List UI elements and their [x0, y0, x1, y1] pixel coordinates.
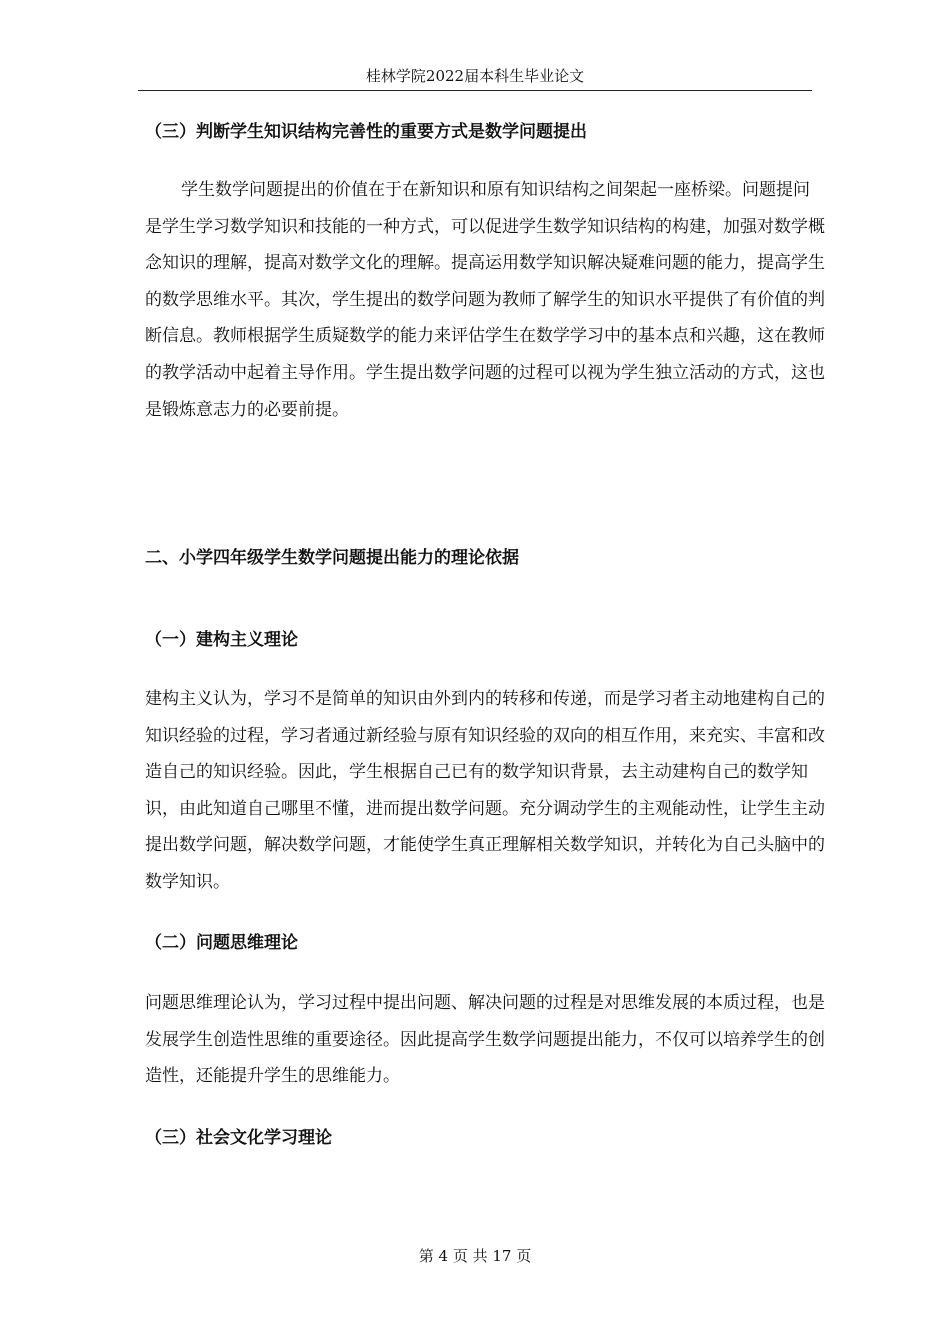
section-heading-text: （二）问题思维理论: [145, 933, 298, 953]
chapter-heading-text: 二、小学四年级学生数学问题提出能力的理论依据: [145, 548, 519, 568]
section-heading-knowledge-structure: [145, 118, 825, 146]
section-heading-text: （三）判断学生知识结构完善性的重要方式是数学问题提出: [145, 122, 587, 142]
paragraph-constructivism: [145, 681, 825, 901]
paragraph-text: 学生数学问题提出的价值在于在新知识和原有知识结构之间架起一座桥梁。问题提问是学生学习数学知识和技能的一种方式，可以促进学生数学知识结构的构建，加强对数学概念知识的理解，提高对数学文化的理解。提高运用数学知识解决疑难问题的能力，提高学生的数学思维水平。其次，学生提出的数学问题为教师了解学生的知识水平提供了有价值的判断信息。教师根据学生质疑数学的能力来评估学生在数学学习中的基本点和兴趣，这在教师的教学活动中起着主导作用。学生提出数学问题的过程可以视为学生独立活动的方式，这也是锻炼意志力的必要前提。: [145, 180, 825, 420]
chapter-heading-theory-basis: [145, 544, 825, 572]
section-heading-constructivism: [145, 626, 825, 654]
paragraph-text: 建构主义认为，学习不是简单的知识由外到内的转移和传递，而是学习者主动地建构自己的知识经验的过程，学习者通过新经验与原有知识经验的双向的相互作用，来充实、丰富和改造自己的知识经验。因此，学生根据自己已有的数学知识背景，去主动建构自己的数学知识，由此知道自己哪里不懂，进而提出数学问题。充分调动学生的主观能动性，让学生主动提出数学问题，解决数学问题，才能使学生真正理解相关数学知识，并转化为自己头脑中的数学知识。: [145, 689, 825, 892]
section-heading-text: （一）建构主义理论: [145, 630, 298, 650]
paragraph-problem-thinking: [145, 985, 825, 1095]
section-heading-problem-thinking: [145, 929, 825, 957]
section-heading-sociocultural: [145, 1124, 825, 1152]
running-header: 桂林学院2022届本科生毕业论文: [138, 62, 812, 91]
paragraph-knowledge-structure: [145, 172, 825, 428]
page-number: 第 4 页 共 17 页: [418, 1247, 532, 1265]
paragraph-text: 问题思维理论认为，学习过程中提出问题、解决问题的过程是对思维发展的本质过程，也是发展学生创造性思维的重要途径。因此提高学生数学问题提出能力，不仅可以培养学生的创造性，还能提升学生的思维能力。: [145, 993, 825, 1087]
section-heading-text: （三）社会文化学习理论: [145, 1128, 332, 1148]
